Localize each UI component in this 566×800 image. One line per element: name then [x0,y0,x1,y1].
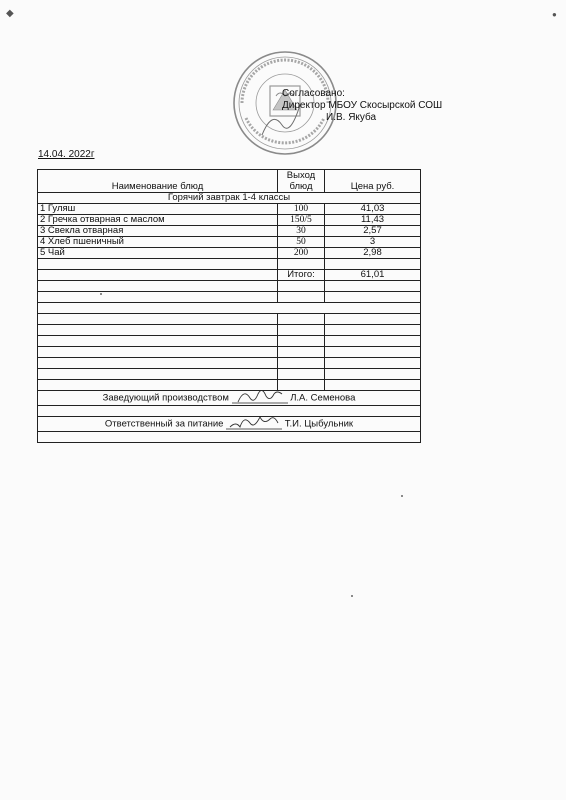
dish-name: 2 Гречка отварная с маслом [38,215,278,226]
dish-name: 3 Свекла отварная [38,226,278,237]
table-row [38,259,421,270]
dish-output: 200 [278,248,325,259]
table-row [38,292,421,303]
dish-price: 2,98 [325,248,421,259]
table-row [38,237,421,248]
total-value: 61,01 [325,270,421,281]
responsible-name: Т.И. Цыбульник [284,418,354,430]
table-row [38,336,421,347]
corner-mark-icon: ● [552,10,557,19]
table-row [38,358,421,369]
table-row [38,204,421,215]
corner-mark-icon: ◆ [6,8,14,19]
dish-output: 100 [278,204,325,215]
dish-price: 11,43 [325,215,421,226]
section-row [38,193,421,204]
table-row [38,406,421,417]
table-row [38,369,421,380]
signature-icon [232,391,288,405]
document-date: 14.04. 2022г [38,149,95,160]
table-row [38,248,421,259]
dish-output: 150/5 [278,215,325,226]
header-price: Цена руб. [325,170,421,193]
signature-row-responsible [38,417,421,432]
total-label: Итого: [278,270,325,281]
table-row [38,303,421,314]
manager-name: Л.А. Семенова [290,392,356,404]
header-output: Выход блюд [278,170,325,193]
section-title: Горячий завтрак 1-4 классы [38,193,421,204]
dish-output: 30 [278,226,325,237]
table-row [38,281,421,292]
table-header-row [38,170,421,193]
manager-title: Заведующий производством [102,392,229,404]
scan-speck [351,595,353,597]
responsible-title: Ответственный за питание [104,418,224,430]
dish-name: 1 Гуляш [38,204,278,215]
table-row [38,314,421,325]
dish-name: 5 Чай [38,248,278,259]
table-row [38,380,421,391]
scan-speck [401,495,403,497]
signature-row-manager [38,391,421,406]
table-row [38,347,421,358]
dish-price: 3 [325,237,421,248]
dish-output: 50 [278,237,325,248]
approval-block [282,88,442,124]
scan-speck [100,293,102,295]
table-row [38,432,421,443]
table-row [38,215,421,226]
signature-icon [226,417,282,431]
approval-heading: Согласовано: [282,88,345,99]
approval-signer: И.В. Якуба [326,112,377,123]
dish-price: 2,57 [325,226,421,237]
total-row [38,270,421,281]
dish-price: 41,03 [325,204,421,215]
approval-position: Директор МБОУ Скосырской СОШ [282,100,443,111]
menu-table [37,169,421,443]
table-row [38,226,421,237]
table-row [38,325,421,336]
header-dish-name: Наименование блюд [38,170,278,193]
dish-name: 4 Хлеб пшеничный [38,237,278,248]
